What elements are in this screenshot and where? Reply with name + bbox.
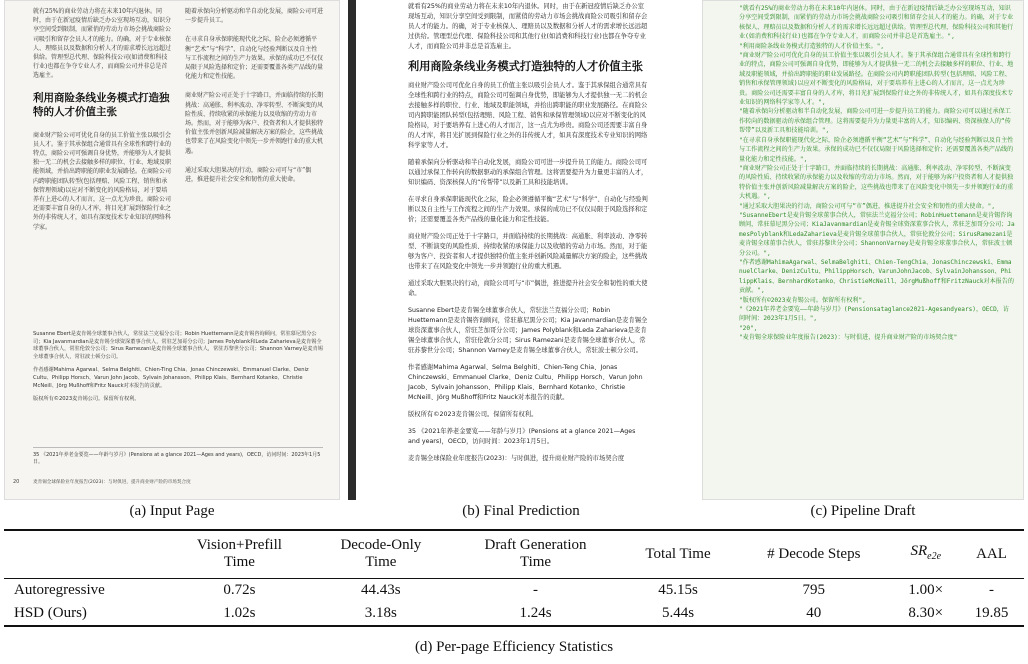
cell-speedup: 8.30× xyxy=(908,605,944,621)
prediction-paragraph: 麦肯锡全球保险业年度报告(2023)：与时俱进，提升商业财产险的市场契合度 xyxy=(408,455,625,462)
row-method: HSD (Ours) xyxy=(14,605,87,621)
prediction-paragraph: 版权所有©2023麦肯锡公司。保留所有权利。 xyxy=(408,411,538,418)
input-author-block xyxy=(33,331,323,410)
prediction-paragraph: 通过采取大胆果决的行动，商险公司可与“市”偶进，推进提升社会安全和韧性的重大使命。 xyxy=(408,280,648,297)
header-vision-prefill: Vision+Prefill Time xyxy=(196,537,282,571)
cell-steps: 40 xyxy=(806,605,822,621)
pipeline-draft-panel xyxy=(702,0,1024,500)
table-row xyxy=(4,578,1024,602)
cell-decode: 3.18s xyxy=(364,605,397,621)
input-page-left-column xyxy=(33,7,171,242)
prediction-paragraph: 在寻求自身承保职能现代化之际，险企必须遵循平衡“艺术”与“科学”、自动化与经验判断以及自主性与工作流程之间的生产力效果。承保的成功已不仅仅局限于风险选择和定价；还需要覆盖各类产品线的量化能力和定性技能。 xyxy=(408,196,648,223)
cell-total: 45.15s xyxy=(658,581,698,598)
cell-vision: 0.72s xyxy=(223,581,256,598)
input-footnote: 35 《2021年养老金要览——年龄与岁月》(Pensions at a glance 2021—Ages and years)，OECD，访问时间：2023年1月5日。 xyxy=(33,447,323,465)
cell-aal: 19.85 xyxy=(974,605,1009,621)
input-authors: Susanne Ebert是麦肯锡全球董事合伙人，常驻法兰克福分公司；Robin Huettemann是麦肯锡咨询顾问，常驻慕尼黑分公司；Kia Javanmardian是麦肯锡全球资深董事合伙人，常驻芝加哥分公司；James Polyblank和Leda Zaharieva是麦肯锡全球董事合伙人，常驻伦敦分公司；Sirus Ramezani是麦肯锡全球董事合伙人，常驻苏黎世分公司；Shannon Varney是麦肯锡全球董事合伙人，常驻波士顿分公司。 xyxy=(33,331,323,360)
header-draft-generation: Draft Generation Time xyxy=(484,537,587,571)
cell-decode: 44.43s xyxy=(361,581,401,598)
efficiency-table xyxy=(4,529,1024,627)
input-section-heading: 利用商险条线业务模式打造独特的人才价值主张 xyxy=(33,91,170,118)
cell-draft: 1.24s xyxy=(519,605,552,621)
input-page-number: 20 xyxy=(13,479,20,485)
prediction-section-heading: 利用商险条线业务模式打造独特的人才价值主张 xyxy=(408,60,643,73)
cell-steps: 795 xyxy=(802,581,826,598)
input-page-panel xyxy=(4,0,340,500)
prediction-paragraph: 就看有25%的商业劳动力将在未来10年内退休。同时，由于在新冠疫情后缺乏办公室现场互动，知识分享空间受到限制，而紧俏的劳动力市场会挑战商险公司吸引和留存会员人才的能力。的确，对于专业核保人、理赔员以及数据和分析人才的需求增长远远超过供给。管理型总代理、保险科技公司和其他行业(如消费和科技行业)也都在争夺专业人才，而商险公司并非总是首选雇主。 xyxy=(408,3,648,50)
input-paragraph: 就有25%的商业劳动力将在未来10年内退休。同时，由于在新冠疫情后缺乏办公室现场互动，知识分享空间受到限制，而紧俏的劳动力市场会挑战商险公司吸引和留存会员人才的能力。的确，对于专业核保人、理赔员以及数据和分析人才的需求增长远远超过供给。管理型总代理、保险科技公司(如清费和科技行业)也都在争夺专业人才，而商险公司并非总是首选雇主。 xyxy=(33,8,172,80)
input-paragraph: 商业财产险公司正处于十字路口，并面临持续的长期挑战：高通胀、利率波动、净零转型、不断演变的风险性质、持续收紧的承保能力以及收缩的劳动力市场。然而，对于能够为客户、投资者和人才提供独特价值主张并创新风险减量解决方案的险企，这些挑战也带来了在风险变化中领先一步并领跑行业的重大机遇。 xyxy=(185,92,324,155)
header-aal: AAL xyxy=(976,545,1007,562)
input-paragraph: 商业财产险公司可优化自身的员工价值主张以吸引会员人才。鉴于其承保组合通常具有全球性和跨行业的特点，商险公司可强调自身优势，并能够为人才提供独一无二的机会去接触多样的职位、行业、地域及职能领域，并拾出跨职能的职业发展路径。在商险公司内跨职能团队转型(包括理赔、风险工程、销售和承保管理领域)以应对不断变化的风险格局，对于要培养有上进心的人才而言，这一点尤为珍贵。商险公司还需要丰富自身的人才库，将目光扩展到保险行业之外的非传统人才，如具有深度技术专业知识的网络科学家。 xyxy=(33,131,172,231)
input-page-right-column xyxy=(185,7,323,242)
cell-total: 5.44s xyxy=(661,605,695,621)
input-copyright: 版权所有©2023麦肯锡公司。保留所有权利。 xyxy=(33,396,140,403)
cell-vision: 1.02s xyxy=(223,605,256,621)
input-paragraph: 在寻求自身承保职能现代化之际，险企必须遵循平衡“艺术”与“科学”、自动化与经验判断以及自主性与工作流程之间的生产力效果。承保的成功已不仅仅局限于风险选择和定价；还需要覆盖各类产品线的量化能力和定性技能。 xyxy=(185,36,324,81)
header-speedup-ratio: $SR_{e2e}$ xyxy=(910,543,942,563)
prediction-paragraph: Susanne Ebert是麦肯锡全球董事合伙人，常驻法兰克福分公司；Robin Huettemann是麦肯锡咨询顾问，常驻慕尼黑分公司；Kia Javanmardian是麦肯锡全球资深董事合伙人，常驻芝加哥分公司；James Polyblank和Leda Zaharieva是麦肯锡全球董事合伙人，常驻伦敦分公司；Sirus Ramezani是麦肯锡全球董事合伙人，常驻苏黎世分公司；Shannon Varney是麦肯锡全球董事合伙人，常驻波士顿分公司。 xyxy=(408,307,648,354)
table-row xyxy=(4,602,1024,626)
final-prediction-panel xyxy=(348,0,694,500)
prediction-paragraph: 作者感谢Mahima Agarwal、Selma Belghiti、Chien-Teng Chia、Jonas Chinczewski、Emmanuel Clarke、Deniz Cultu、Philipp Horsch、Varun John Jacob、Sylvain Johansson、Philipp Klais、Bernhard Kotanko、Christie McNeill、Jörg Mußhoff和Fritz Nauck对本报告的贡献。 xyxy=(408,364,643,401)
header-method xyxy=(4,530,167,578)
input-running-footer: 麦肯锡全球保险业年度报告(2023)：与时俱进，提升商业财产险的市场契合度 xyxy=(33,480,191,485)
input-paragraph: 通过采取大胆果决的行动，商险公司可与“市”偶进，推进提升社会安全和韧性的重大使命。 xyxy=(185,166,312,184)
header-decode-steps: # Decode Steps xyxy=(767,545,861,562)
prediction-paragraph: 35 《2021年养老金要览——年龄与岁月》(Pensions at a glance 2021—Ages and years)，OECD，访问时间：2023年1月5日。 xyxy=(408,428,636,445)
header-total-time: Total Time xyxy=(645,545,711,562)
caption-efficiency-statistics: (d) Per-page Efficiency Statistics xyxy=(414,639,614,655)
input-page-columns xyxy=(33,7,323,242)
prediction-paragraph: 商业财产险公司可优化自身的员工价值主张以吸引会员人才。鉴于其承保组合通常具有全球性和跨行业的特点，商险公司可强调自身优势，即能够为人才提供独一无二的机会去接触多样的职位、行业、地域及职能领域，并拾出跨职能的职业发展路径。在商险公司内跨职能团队转型(包括理赔、风险工程、销售和承保管理领域)以应对不断变化的风险格局，对于要培养有上进心的人才而言，这一点尤为珍贵。商险公司还需要丰富自身的人才库，将目光扩展到保险行业之外的非传统人才，如具有深度技术专业知识的网络科学家等人才。 xyxy=(408,82,648,149)
caption-pipeline-draft: (c) Pipeline Draft xyxy=(810,503,916,519)
cell-aal: - xyxy=(989,581,994,598)
header-decode-only: Decode-Only Time xyxy=(340,537,422,571)
prediction-body xyxy=(408,2,648,471)
prediction-paragraph: 商业财产险公司正处于十字路口，并面临持续的长期挑战：高通胀、利率波动、净零转型、不断演变的风险性质、持续收紧的承保能力以及收缩的劳动力市场。然而，对于能够为客户、投资者和人才提供独特价值主张并创新风险减量解决方案的险企，这些挑战也带来了在风险变化中领先一步并领跑行业的重大机遇。 xyxy=(408,233,648,270)
prediction-paragraph: 随着承保向分析驱动和半自动化发展，商险公司可进一步提升员工的能力。商险公司可以通过承保工作转向的数据驱动的承保组合管理。这将需要提升为力量更丰富的人才，知识编码、资深核保人的“传帮带”以及新工具和技能培训。 xyxy=(408,159,648,186)
cell-speedup: 1.00× xyxy=(908,581,944,598)
draft-text: "就看有25%的商业劳动力将在未来10年内退休。同时，由于在新冠疫情后缺乏办公室现场互动，知识分享空间受到限制，而紧俏的劳动力市场会挑战商险公司吸引和留存会员人才的能力。的确，对于专业核保人、理赔员以及数据和分析人才的需求增长远远超过供给。管理型总代理、保险科技公司和其他行业(如消费和科技行业)也都在争夺专业人才，而商险公司并非总是首选雇主。", "利用商险条线业务模式打造独特的人才价值主张。", "商业财产险公司可优化自身的员工价值主张以吸引会员人才。鉴于其承保组合通常具有全球性和跨行业的特点，商险公司可强调自身优势，即能够为人才提供独一无二的机会去接触多样的职位、行业、地域及职能领域，并拾出跨职能的职业发展路径。在商险公司内跨职能团队转型(包括理赔、风险工程、销售和承保管理领域)以应对不断变化的风险格局，对于要培养有上进心的人才而言，这一点尤为珍贵。商险公司还需要丰富自身的人才库，将目光扩展到保险行业之外的非传统人才，如具有深度技术专业知识的网络科学家等人才。", "随着承保向分析驱动和半自动化发展，商险公司可进一步提升员工的能力。商险公司可以通过承保工作转向的数据驱动的承保组合管理。这将需要提升为力量更丰富的人才，知识编码、资深核保人的“传帮带”以及新工具和技能培训。", "在寻求自身承保职能现代化之际，险企必须遵循平衡“艺术”与“科学”、自动化与经验判断以及自主性与工作流程之间的生产力效果。承保的成功已不仅仅局限于风险选择和定价；还需要覆盖各类产品线的量化能力和定性技能。", "商业财产险公司正处于十字路口，并面临持续的长期挑战：高通胀、利率波动、净零转型、不断演变的风险性质、持续收紧的承保能力以及收缩的劳动力市场。然而，对于能够为客户投资者和人才提供独特价值主张并创新风险减量解决方案的险企，这些挑战也带来了在风险变化中领先一步并领跑行业的重大机遇。", "通过采取大胆果决的行动，商险公司可与“市”偶进，推进提升社会安全和韧性的重大使命。", "SusanneEbert是麦肯锡全球董事合伙人，常驻法兰克福分公司；RobinHuettemann是麦肯锡咨询顾问，常驻慕尼黑分公司；KiaJavanmardian是麦肯锡全球资深董事合伙人，常驻芝加哥分公司；JamesPolyblank和LedaZaharieva是麦肯锡全球董事合伙人，常驻伦敦分公司；SirusRamezani是麦肯锡全球董事合伙人，常驻苏黎世分公司；ShannonVarney是麦肯锡全球董事合伙人，常驻波士顿分公司。", "作者感谢MahimaAgarwal、SelmaBelghiti、Chien-TengChia、JonasChinczewski、EmmanuelClarke、DenizCultu、PhilippHorsch、VarunJohnJacob、SylvainJohansson、PhilippKlais、BernhardKotanko、ChristieMcNeill、JörgMußhoff和FritzNauck对本报告的贡献。", "版权所有©2023麦肯锡公司。保留所有权利", "《2021年养老金要览——年龄与岁月》(Pensionsataglance2021-Agesandyears)，OECD，访问时间：2023年1月5日。", "20", "麦肯锡全球保险业年度报告(2023)：与时俱进，提升商业财产险的市场契合度" xyxy=(739,5,1015,342)
input-acknowledgements: 作者感谢Mahima Agarwal、Selma Belghiti、Chien-Ting Chia、Jonas Chinczewski、Emmanuel Clarke、Deniz Cultu、Philipp Horsch、Varun John Jacob、Sylvain Johansson、Philipp Klais、Bernhard Kotanko、Christie McNeill、Jörg Mußhoff和Fritz Nauck对本报告的贡献。 xyxy=(33,367,309,389)
caption-input-page: (a) Input Page xyxy=(129,503,215,519)
table-header-row xyxy=(4,530,1024,578)
caption-final-prediction: (b) Final Prediction xyxy=(462,503,580,519)
input-paragraph: 随着承保向分析驱动和半自动化发展，商险公司可进一步提升员工。 xyxy=(185,8,324,25)
cell-draft: - xyxy=(533,581,538,598)
row-method: Autoregressive xyxy=(14,581,105,598)
